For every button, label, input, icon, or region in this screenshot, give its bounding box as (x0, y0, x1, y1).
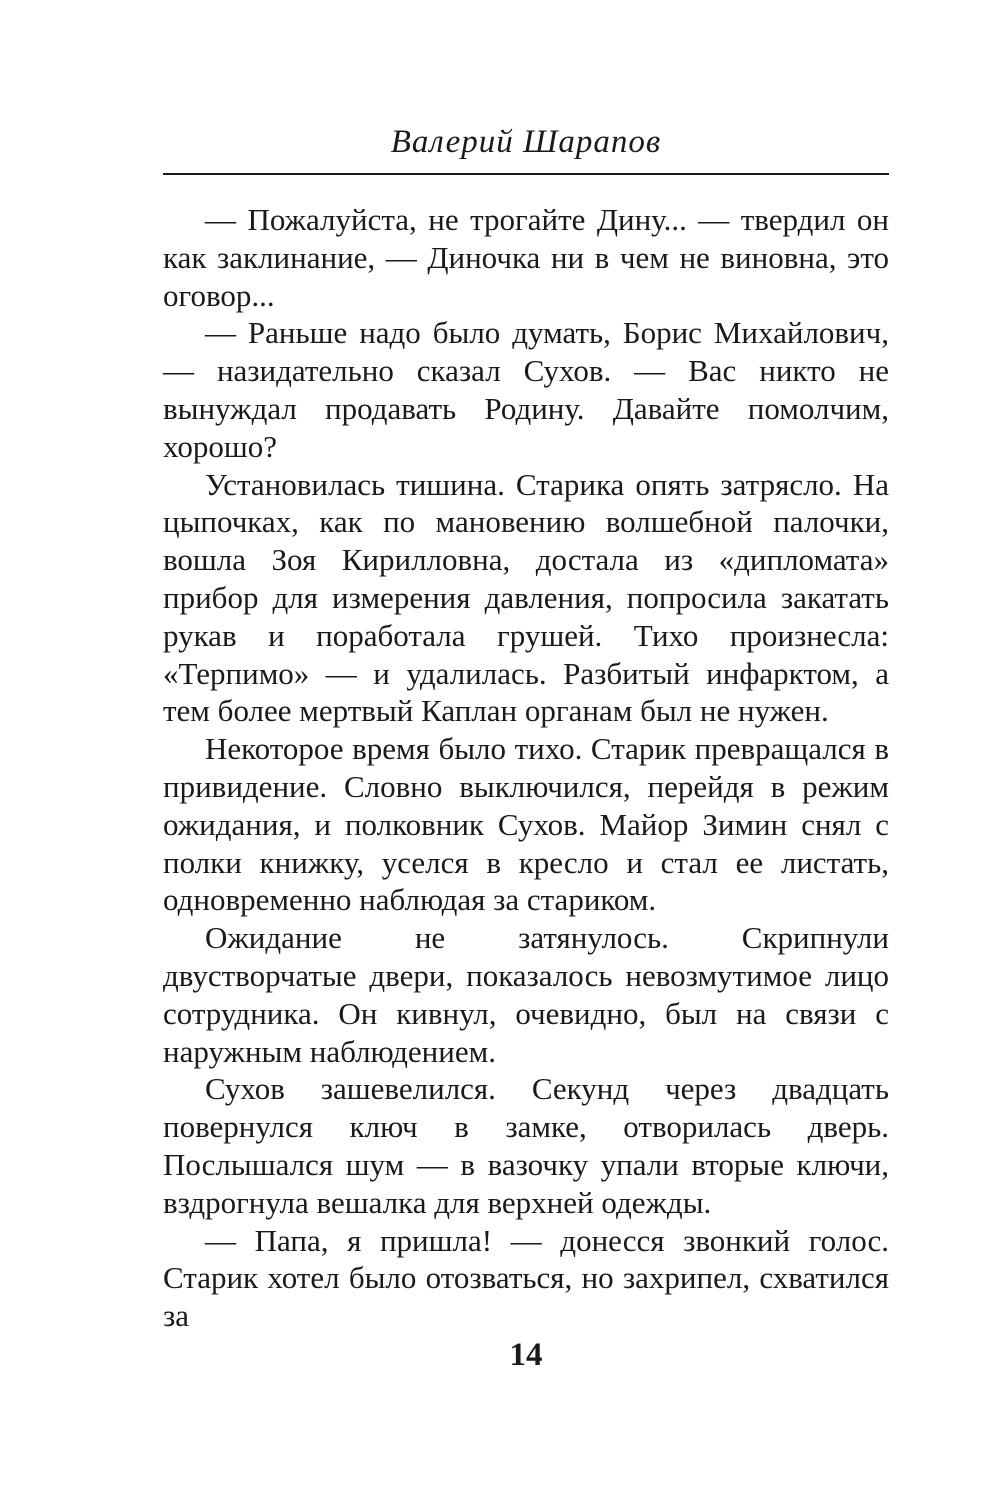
body-text (163, 201, 889, 1335)
paragraph: Ожидание не затянулось. Скрипнули двустворчатые двери, показалось невозмутимое лицо сотрудника. Он кивнул, очевидно, был на связи с наружным наблюдением. (163, 920, 889, 1069)
page-number: 14 (509, 1337, 543, 1373)
paragraph: Некоторое время было тихо. Старик превращался в привидение. Словно выключился, перейдя в режим ожидания, и полковник Сухов. Майор Зимин снял с полки книжку, уселся в кресло и стал ее листать, одновременно наблюдая за стариком. (163, 731, 889, 918)
paragraph: Установилась тишина. Старика опять затрясло. На цыпочках, как по мановению волшебной палочки, вошла Зоя Кирилловна, достала из «дипломата» прибор для измерения давления, попросила закатать рукав и поработала грушей. Тихо произнесла: «Терпимо» — и удалилась. Разбитый инфарктом, а тем более мертвый Каплан органам был не нужен. (163, 466, 889, 729)
header-rule (163, 173, 889, 175)
paragraph: Сухов зашевелился. Секунд через двадцать повернулся ключ в замке, отворилась дверь. Послышался шум — в вазочку упали вторые ключи, вздрогнула вешалка для верхней одежды. (163, 1071, 889, 1220)
paragraph: — Папа, я пришла! — донесся звонкий голос. Старик хотел было отозваться, но захрипел, схватился за (163, 1222, 889, 1334)
paragraph: — Раньше надо было думать, Борис Михайлович, — назидательно сказал Сухов. — Вас никто не вынуждал продавать Родину. Давайте помолчим, хорошо? (163, 315, 889, 464)
paragraph: — Пожалуйста, не трогайте Дину... — твердил он как заклинание, — Диночка ни в чем не виновна, это оговор... (163, 202, 889, 313)
running-head-author: Валерий Шарапов (390, 124, 662, 160)
